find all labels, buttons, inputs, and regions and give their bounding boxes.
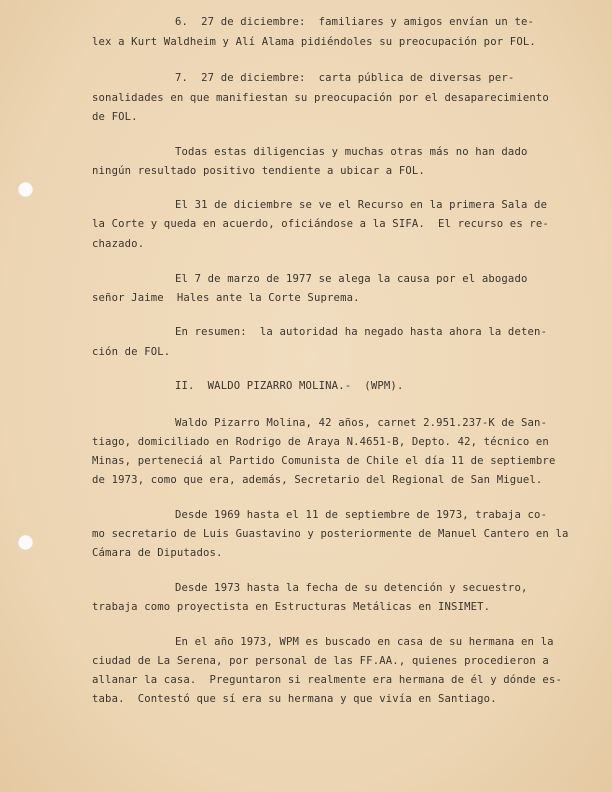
text-line: taba. Contestó que sí era su hermana y que vivía en Santiago. bbox=[92, 693, 497, 705]
text-line: Cámara de Diputados. bbox=[92, 547, 223, 559]
text-line: trabaja como proyectista en Estructuras Metálicas en INSIMET. bbox=[92, 601, 491, 613]
text-line: tiago, domiciliado en Rodrigo de Araya N.4651-B, Depto. 42, técnico en bbox=[92, 436, 549, 448]
text-line: mo secretario de Luis Guastavino y posteriormente de Manuel Cantero en la bbox=[92, 528, 569, 540]
text-line: Todas estas diligencias y muchas otras más no han dado bbox=[175, 146, 528, 158]
text-line: chazado. bbox=[92, 238, 145, 250]
text-line: ciudad de La Serena, por personal de las FF.AA., quienes procedieron a bbox=[92, 655, 549, 667]
text-line: sonalidades en que manifiestan su preocupación por el desaparecimiento bbox=[92, 92, 549, 104]
text-line: ningún resultado positivo tendiente a ubicar a FOL. bbox=[92, 165, 425, 177]
text-line: El 31 de diciembre se ve el Recurso en la primera Sala de bbox=[175, 199, 548, 211]
section-heading: II. WALDO PIZARRO MOLINA.- (WPM). bbox=[175, 380, 404, 392]
text-line: de 1973, como que era, además, Secretario del Regional de San Miguel. bbox=[92, 474, 543, 486]
text-line: señor Jaime Hales ante la Corte Suprema. bbox=[92, 292, 360, 304]
punch-hole bbox=[18, 535, 33, 550]
text-line: la Corte y queda en acuerdo, oficiándose a la SIFA. El recurso es re- bbox=[92, 218, 549, 230]
text-line: Waldo Pizarro Molina, 42 años, carnet 2.951.237-K de San- bbox=[175, 417, 548, 429]
text-line: El 7 de marzo de 1977 se alega la causa por el abogado bbox=[175, 273, 528, 285]
text-line: ción de FOL. bbox=[92, 346, 171, 358]
punch-hole bbox=[18, 182, 33, 197]
text-line: Desde 1969 hasta el 11 de septiembre de 1973, trabaja co- bbox=[175, 509, 548, 521]
text-line: allanar la casa. Preguntaron si realmente era hermana de él y dónde es- bbox=[92, 674, 563, 686]
text-line: Minas, perteneciá al Partido Comunista de Chile el día 11 de septiembre bbox=[92, 455, 556, 467]
text-line: lex a Kurt Waldheim y Alí Alama pidiéndoles su preocupación por FOL. bbox=[92, 36, 536, 48]
text-line: 7. 27 de diciembre: carta pública de diversas per- bbox=[175, 72, 515, 84]
text-line: 6. 27 de diciembre: familiares y amigos envían un te- bbox=[175, 16, 535, 28]
text-line: Desde 1973 hasta la fecha de su detención y secuestro, bbox=[175, 582, 528, 594]
text-line: En resumen: la autoridad ha negado hasta ahora la deten- bbox=[175, 326, 548, 338]
text-line: En el año 1973, WPM es buscado en casa de su hermana en la bbox=[175, 636, 554, 648]
text-line: de FOL. bbox=[92, 111, 138, 123]
